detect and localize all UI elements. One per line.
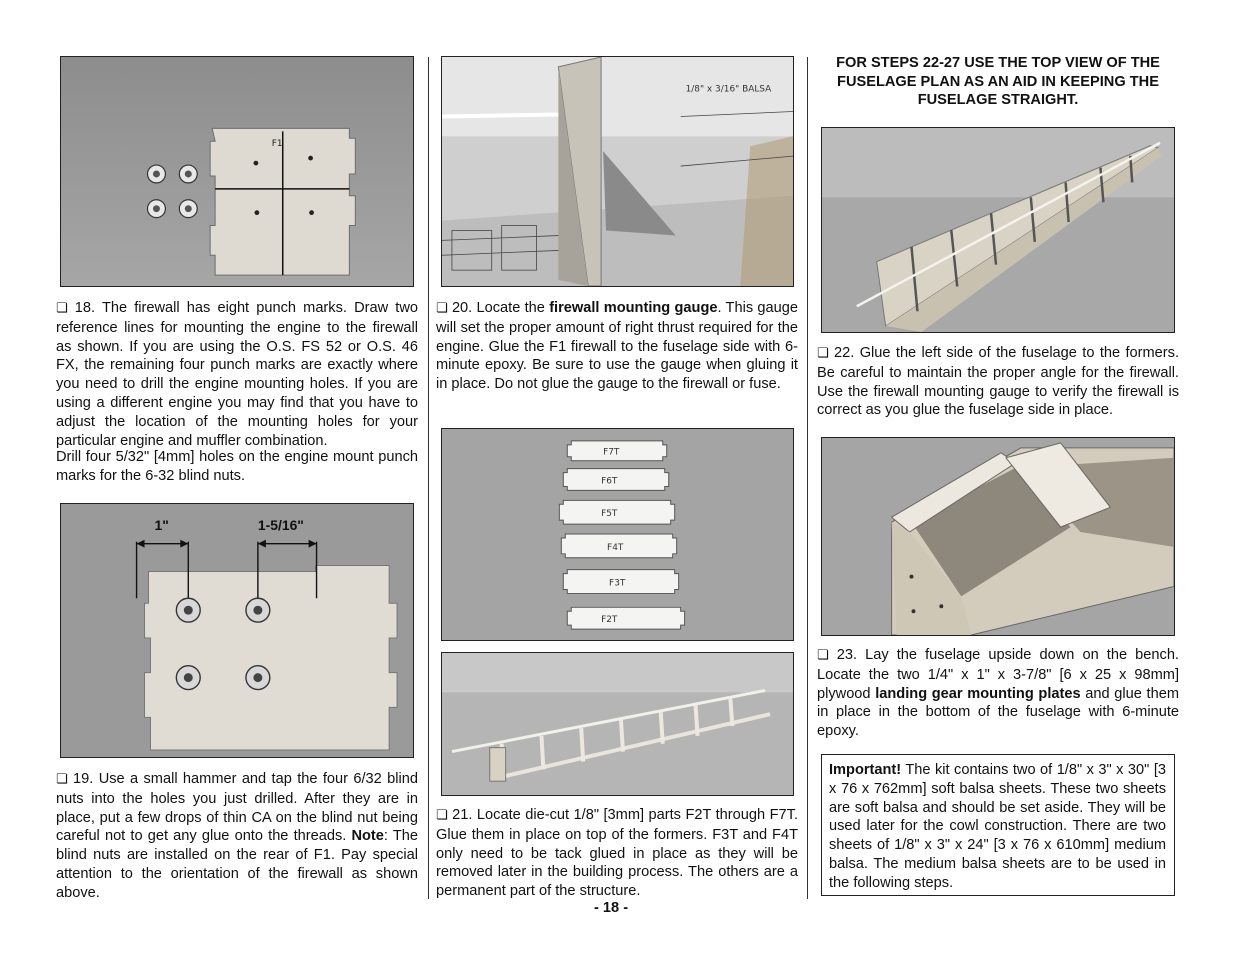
- photo-firewall-mounting-gauge: [441, 56, 794, 287]
- step-20-bold: firewall mounting gauge: [549, 300, 718, 316]
- dimension-label-1-5-16in: 1-5/16": [257, 516, 304, 533]
- step-21-text: [436, 806, 798, 901]
- former-label-f2t: F2T: [601, 615, 618, 626]
- firewall-label-f1: F1: [271, 139, 283, 150]
- step-22-body: 22. Glue the left side of the fuselage to the formers. Be careful to maintain the proper angle for the firewall. Use the firewall mounting gauge to verify the firewall is correct as you glue the fuselage side in place.: [817, 345, 1179, 419]
- checkbox-icon[interactable]: ❏: [56, 772, 68, 787]
- heading-line-1: FOR STEPS 22-27 USE THE TOP VIEW OF THE: [836, 55, 1160, 71]
- plan-text-balsa: 1/8" x 3/16" BALSA: [685, 84, 772, 95]
- checkbox-icon[interactable]: ❏: [56, 301, 68, 316]
- step-23-pre: 23. Lay the fuselage upside down on the bench. Locate the two 1/4" x 1" x 3-7/8" [6 x 25 x 98mm] plywood: [817, 647, 1179, 702]
- step-18-drill-text: [56, 448, 418, 486]
- step-19-note-text: : The blind nuts are installed on the rear of F1. Pay special attention to the orientation of the firewall as shown above.: [56, 828, 418, 901]
- step-23-text: [817, 646, 1179, 741]
- photo-die-cut-formers: [441, 428, 794, 641]
- page-number: - 18 -: [594, 900, 629, 916]
- former-label-f3t: F3T: [609, 578, 626, 589]
- column-divider-right: [807, 57, 808, 899]
- heading-line-2: FUSELAGE PLAN AS AN AID IN KEEPING THE: [837, 73, 1159, 90]
- important-label: Important!: [829, 762, 902, 778]
- step-22-text: [817, 344, 1179, 420]
- former-label-f7t: F7T: [603, 447, 620, 458]
- heading-line-3: FUSELAGE STRAIGHT.: [917, 92, 1079, 109]
- step-23-bold: landing gear mounting plates: [875, 685, 1081, 702]
- step-20-post: . This gauge will set the proper amount of right thrust required for the engine. Glue the F1 firewall to the fuselage side with 6-minute epoxy. Be sure to use the gauge when gluing it in place. Do not glue the gauge to the firewall or fuse.: [436, 300, 798, 393]
- photo-firewall-blind-nuts: [60, 503, 414, 758]
- checkbox-icon[interactable]: ❏: [817, 346, 829, 361]
- former-label-f6t: F6T: [601, 476, 618, 487]
- photo-fuselage-side-glued: [821, 127, 1175, 333]
- step-20-text: [436, 299, 798, 394]
- step-18-body: 18. The firewall has eight punch marks. Draw two reference lines for mounting the engine to the firewall as shown. If you are using the O.S. FS 52 or O.S. 46 FX, the remaining four punch marks are exactly where you need to drill the engine mounting holes. If you are using a different engine you may find that you have to adjust the location of the mounting holes for your particular engine and muffler combination.: [56, 300, 418, 449]
- dimension-label-1in: 1": [154, 516, 169, 533]
- step-18-drill-body: Drill four 5/32" [4mm] holes on the engine mount punch marks for the 6-32 blind nuts.: [56, 449, 418, 484]
- checkbox-icon[interactable]: ❏: [817, 648, 829, 663]
- step-21-body: 21. Locate die-cut 1/8" [3mm] parts F2T through F7T. Glue them in place on top of the formers. F3T and F4T only need to be tack glued in place as they will be removed later in the building process. The others are a permanent part of the structure.: [436, 807, 798, 900]
- important-note-box: [821, 754, 1175, 896]
- photo-fuselage-frame-formers: [441, 652, 794, 796]
- step-19-text: [56, 770, 418, 903]
- step-23-post: and glue them in place in the bottom of the fuselage with 6-minute epoxy.: [817, 685, 1179, 740]
- checkbox-icon[interactable]: ❏: [436, 301, 448, 316]
- checkbox-icon[interactable]: ❏: [436, 808, 448, 823]
- step-18-text: [56, 299, 418, 450]
- photo-landing-gear-plates: [821, 437, 1175, 636]
- section-heading: [817, 54, 1179, 110]
- column-divider-left: [428, 57, 429, 899]
- important-text: The kit contains two of 1/8" x 3" x 30" [3 x 76 x 762mm] soft balsa sheets. These two sheets are soft balsa and should be set aside. They will be used later for the cowl construction. There are two sheets of 1/8" x 3" x 24" [3 x 76 x 610mm] medium balsa. The medium balsa sheets are to be used in the following steps.: [829, 762, 1166, 891]
- step-20-pre: 20. Locate the: [451, 300, 550, 316]
- step-19-body: 19. Use a small hammer and tap the four 6/32 blind nuts into the holes you just drilled. After they are in place, put a few drops of thin CA on the blind nut being careful not to get any glue onto the threads.: [56, 771, 418, 845]
- photo-firewall-punch-marks: [60, 56, 414, 287]
- former-label-f5t: F5T: [601, 509, 618, 520]
- former-label-f4t: F4T: [607, 542, 624, 553]
- step-19-note-label: Note: [351, 828, 384, 845]
